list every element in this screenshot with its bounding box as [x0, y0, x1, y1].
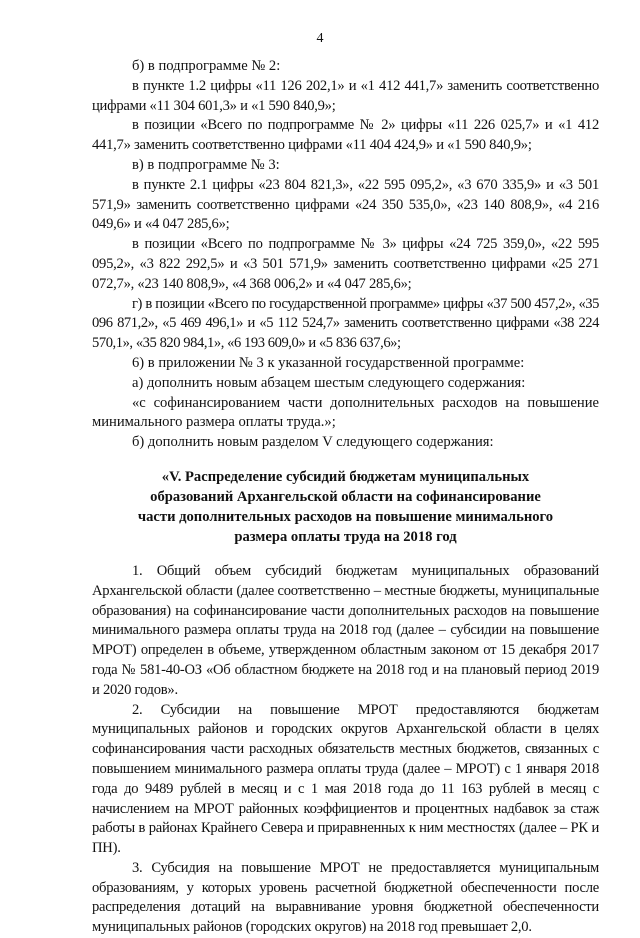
heading-line: «V. Распределение субсидий бюджетам муниципальных	[161, 468, 530, 485]
section-paragraph-1: 1. Общий объем субсидий бюджетам муниципальных образований Архангельской области (далее соответственно – местные бюджеты, муниципальные образования) на софинансирование части дополнительных расходов на повышение минимального размера оплаты труда на 2018 год (далее – субсидии на повышение МРОТ) определен в объеме, утвержденном областным законом от 15 декабря 2017 года № 581-40-ОЗ «Об областном бюджете на 2018 год и на плановый период 2019 и 2020 годов».	[92, 562, 599, 698]
page-number: 4	[316, 31, 324, 46]
paragraph-total-subprogram-2: в позиции «Всего по подпрограмме № 2» цифры «11 226 025,7» и «1 412 441,7» заменить соответственно цифрами «11 404 424,9» и «1 590 840,9»;	[92, 117, 599, 154]
heading-line: образований Архангельской области на софинансирование	[150, 488, 541, 505]
paragraph-add-sixth-paragraph: а) дополнить новым абзацем шестым следующего содержания:	[132, 374, 526, 391]
document-body	[92, 57, 599, 938]
section-paragraph-3: 3. Субсидия на повышение МРОТ не предоставляется муниципальным образованиям, у которых уровень расчетной бюджетной обеспеченности после распределения дотаций на выравнивание уровня бюджетной обеспеченности муниципальных районов (городских округов) на 2018 год превышает 2,0.	[92, 859, 599, 936]
paragraph-item-2-1: в пункте 2.1 цифры «23 804 821,3», «22 595 095,2», «3 670 335,9» и «3 501 571,9» заменить соответственно цифрами «24 350 535,0», «23 140 808,9», «4 216 049,6» и «4 047 285,6»;	[92, 176, 599, 233]
section-paragraph-2: 2. Субсидии на повышение МРОТ предоставляются бюджетам муниципальных районов и городских округов Архангельской области в целях софинансирования части расходных обязательств местных бюджетов, связанных с повышением минимального размера оплаты труда (далее – МРОТ) с 1 января 2018 года до 9489 рублей в месяц и с 1 мая 2018 года до 11 163 рублей в месяц с начислением на МРОТ районных коэффициентов и процентных надбавок за стаж работы в районах Крайнего Севера и приравненных к ним местностях (далее – РК и ПН).	[92, 701, 599, 857]
paragraph-subprogram-2: б) в подпрограмме № 2:	[132, 58, 281, 74]
heading-line: части дополнительных расходов на повышение минимального	[137, 508, 554, 525]
paragraph-total-state-program: г) в позиции «Всего по государственной программе» цифры «37 500 457,2», «35 096 871,2», «5 469 496,1» и «5 112 524,7» заменить соответственно цифрами «38 224 570,1», «35 820 984,1», «6 193 609,0» и «5 836 637,6»;	[92, 295, 599, 352]
heading-line: размера оплаты труда на 2018 год	[234, 528, 457, 545]
paragraph-item-1-2: в пункте 1.2 цифры «11 126 202,1» и «1 412 441,7» заменить соответственно цифрами «11 304 601,3» и «1 590 840,9»;	[92, 77, 599, 114]
paragraph-total-subprogram-3: в позиции «Всего по подпрограмме № 3» цифры «24 725 359,0», «22 595 095,2», «3 822 292,5» и «3 501 571,9» заменить соответственно цифрами «25 271 072,7», «23 140 808,9», «4 368 006,2» и «4 047 285,6»;	[92, 236, 599, 292]
section-v-heading	[92, 467, 599, 547]
paragraph-appendix-3: 6) в приложении № 3 к указанной государственной программе:	[132, 354, 525, 371]
paragraph-quoted-text: «с софинансированием части дополнительных расходов на повышение минимального размера оплаты труда.»;	[92, 394, 599, 431]
paragraph-subprogram-3: в) в подпрограмме № 3:	[132, 156, 280, 173]
paragraph-add-section-v: б) дополнить новым разделом V следующего содержания:	[132, 434, 494, 451]
